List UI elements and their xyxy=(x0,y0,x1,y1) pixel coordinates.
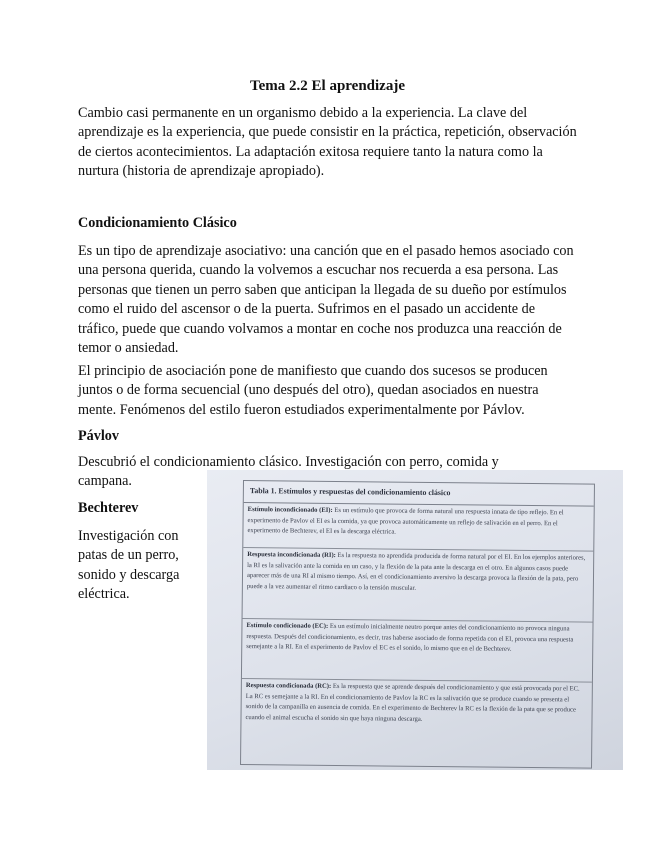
intro-paragraph: Cambio casi permanente en un organismo debido a la experiencia. La clave del aprendizaje es la experiencia, que puede consistir en la práctica, repetición, observación de ciertos acontecimientos. La adaptación exitosa requiere tanto la natura como la nurtura (historia de aprendizaje apropiado). xyxy=(78,105,577,180)
table-row-term: Respuesta incondicionada (RI): xyxy=(247,551,336,559)
table-row-term: Estímulo incondicionado (EI): xyxy=(247,506,333,514)
section-heading-clasico: Condicionamiento Clásico xyxy=(78,215,237,231)
table-row xyxy=(242,619,593,683)
section-heading-pavlov: Pávlov xyxy=(78,428,119,444)
clasico-paragraph-2: El principio de asociación pone de manifiesto que cuando dos sucesos se producen juntos o de forma secuencial (uno después del otro), quedan asociados en nuestra mente. Fenómenos del estilo fueron estudiados experimentalmente por Pávlov. xyxy=(78,363,548,418)
table-row-text: Es un estímulo inicialmente neutro porque antes del condicionamiento no provoca ninguna respuesta. Después del condicionamiento, es decir, tras haberse asociado de forma repetida con el EI, provoca una respuesta semejante a la RI. En el experimento de Pavlov el EC es el sonido, lo mismo que en el de Bechterev. xyxy=(246,622,574,653)
pavlov-paragraph: Descubrió el condicionamiento clásico. Investigación con perro, comida y campana. xyxy=(78,454,499,490)
table-caption: Tabla 1. Estímulos y respuestas del condicionamiento clásico xyxy=(244,481,594,507)
stimulus-response-table xyxy=(240,480,595,769)
table-row-text: Es la respuesta que se aprende después del condicionamiento y que está provocada por el EC. La RC es semejante a la RI. En el condicionamiento de Pavlov la RC es la salivación que se produce cuando se presenta el sonido de la campanilla en ausencia de comida. En el experimento de Bechterev la RC es la flexión de la pata que se produce cuando el animal escucha el sonido sin que haya ninguna descarga. xyxy=(245,682,580,723)
bechterev-paragraph: Investigación con patas de un perro, sonido y descarga eléctrica. xyxy=(78,528,180,603)
table-photo xyxy=(207,470,623,770)
table-row xyxy=(243,503,593,552)
table-row xyxy=(243,548,594,623)
clasico-paragraph-1: Es un tipo de aprendizaje asociativo: una canción que en el pasado hemos asociado con una persona querida, cuando la volvemos a escuchar nos recuerda a esa persona. Las personas que tienen un perro saben que anticipan la llegada de su dueño por estímulos como el ruido del ascensor o de la puerta. Sufrimos en el pasado un accidente de tráfico, puede que cuando volvamos a montar en coche nos produzca una reacción de temor o ansiedad. xyxy=(78,243,574,357)
page-title: Tema 2.2 El aprendizaje xyxy=(249,78,405,94)
table-row-text: Es la respuesta no aprendida producida de forma natural por el EI. En los ejemplos anteriores, la RI es la salivación ante la comida en un caso, y la flexión de la pata ante la descarga en el otro. En algunos casos puede aparecer más de una RI al mismo tiempo. Así, en el condicionamiento aversivo la descarga provoca la flexión de la pata, pero puede a la vez aumentar el ritmo cardiaco o la tensión muscular. xyxy=(246,551,586,592)
section-heading-bechterev: Bechterev xyxy=(78,500,139,516)
table-row-term: Respuesta condicionada (RC): xyxy=(245,682,332,690)
table-row-text: Es un estímulo que provoca de forma natural una respuesta innata de tipo reflejo. En el experimento de Pavlov el EI es la comida, ya que provoca automáticamente un reflejo de salivación en el perro. En el experimento de Bechterev, el EI es la descarga eléctrica. xyxy=(247,506,564,536)
table-row-term: Estímulo condicionado (EC): xyxy=(246,622,329,630)
table-row xyxy=(241,679,592,767)
